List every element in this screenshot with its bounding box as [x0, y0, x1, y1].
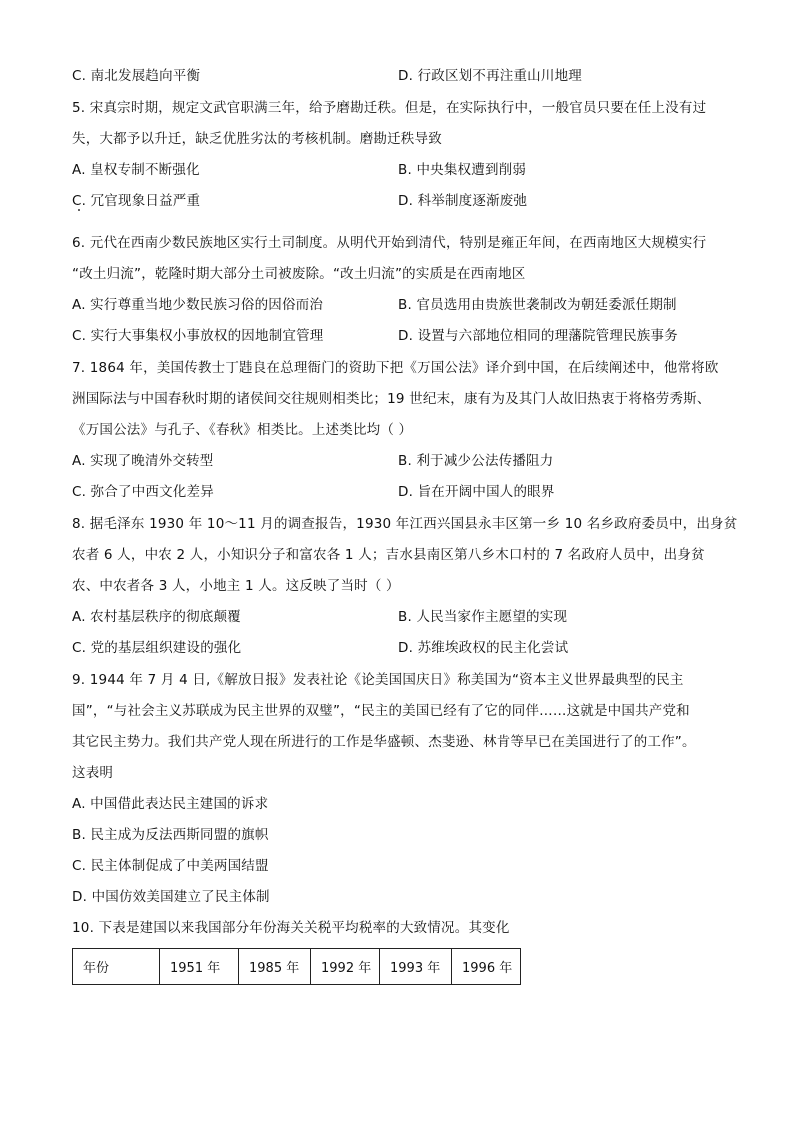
q9-option-c: C. 民主体制促成了中美两国结盟 — [72, 858, 269, 874]
q8-option-b: B. 人民当家作主愿望的实现 — [398, 609, 568, 625]
q6-option-d: D. 设置与六部地位相同的理藩院管理民族事务 — [398, 328, 678, 344]
q9-stem-line2: 国”，“与社会主义苏联成为民主世界的双璧”，“民主的美国已经有了它的同伴……这就是中国共产党和 — [72, 703, 690, 719]
q5-option-b: B. 中央集权遭到削弱 — [398, 162, 527, 178]
q5-stem-line2: 失，大都予以升迁，缺乏优胜劣汰的考核机制。磨勘迁秩导致 — [72, 131, 442, 147]
stray-dot-mark — [78, 209, 80, 211]
q9-stem-line3: 其它民主势力。我们共产党人现在所进行的工作是华盛顿、杰斐逊、林肯等早已在美国进行了的工作”。 — [72, 734, 696, 750]
table-header-cell: 1993 年 — [380, 949, 452, 985]
table-header-cell: 1985 年 — [239, 949, 311, 985]
q7-stem-line2: 洲国际法与中国春秋时期的诸侯间交往规则相类比；19 世纪末，康有为及其门人故旧热衷于将格劳秀斯、 — [72, 391, 711, 407]
table-header-cell: 1992 年 — [311, 949, 380, 985]
q5-option-d: D. 科举制度逐渐废弛 — [398, 193, 528, 209]
q9-stem-line4: 这表明 — [72, 765, 114, 781]
q7-option-d: D. 旨在开阔中国人的眼界 — [398, 484, 555, 500]
q9-option-d: D. 中国仿效美国建立了民主体制 — [72, 889, 270, 905]
q7-option-b: B. 利于减少公法传播阻力 — [398, 453, 554, 469]
q9-option-a: A. 中国借此表达民主建国的诉求 — [72, 796, 269, 812]
q7-stem-line1: 7. 1864 年，美国传教士丁韪良在总理衙门的资助下把《万国公法》译介到中国，在后续阐述中，他常将欧 — [72, 360, 719, 376]
q4-option-c: C. 南北发展趋向平衡 — [72, 68, 201, 84]
q9-option-b: B. 民主成为反法西斯同盟的旗帜 — [72, 827, 269, 843]
q8-stem-line2: 农者 6 人，中农 2 人，小知识分子和富农各 1 人；吉水县南区第八乡木口村的 7 名政府人员中，出身贫 — [72, 547, 705, 563]
table-header-cell: 年份 — [73, 949, 160, 985]
q6-option-b: B. 官员选用由贵族世袭制改为朝廷委派任期制 — [398, 297, 677, 313]
q8-option-d: D. 苏维埃政权的民主化尝试 — [398, 640, 569, 656]
q9-stem-line1: 9. 1944 年 7 月 4 日,《解放日报》发表社论《论美国国庆日》称美国为“资本主义世界最典型的民主 — [72, 672, 684, 688]
q4-option-d: D. 行政区划不再注重山川地理 — [398, 68, 582, 84]
q6-stem-line2: “改土归流”，乾隆时期大部分土司被废除。“改土归流”的实质是在西南地区 — [72, 266, 526, 282]
q5-option-c: C. 冗官现象日益严重 — [72, 193, 201, 209]
q5-option-a: A. 皇权专制不断强化 — [72, 162, 200, 178]
q6-option-a: A. 实行尊重当地少数民族习俗的因俗而治 — [72, 297, 324, 313]
q7-option-a: A. 实现了晚清外交转型 — [72, 453, 214, 469]
q8-option-c: C. 党的基层组织建设的强化 — [72, 640, 242, 656]
q8-stem-line1: 8. 据毛泽东 1930 年 10～11 月的调查报告，1930 年江西兴国县永丰区第一乡 10 名乡政府委员中，出身贫 — [72, 516, 738, 532]
table-row — [73, 949, 521, 985]
q7-option-c: C. 弥合了中西文化差异 — [72, 484, 214, 500]
tariff-table — [72, 948, 521, 985]
q7-stem-line3: 《万国公法》与孔子、《春秋》相类比。上述类比均（ ） — [72, 422, 413, 438]
q5-stem-line1: 5. 宋真宗时期，规定文武官职满三年，给予磨勘迁秩。但是，在实际执行中，一般官员只要在任上没有过 — [72, 100, 707, 116]
table-header-cell: 1996 年 — [452, 949, 521, 985]
q6-option-c: C. 实行大事集权小事放权的因地制宜管理 — [72, 328, 324, 344]
table-header-cell: 1951 年 — [160, 949, 239, 985]
q8-stem-line3: 农、中农者各 3 人，小地主 1 人。这反映了当时（ ） — [72, 578, 400, 594]
q6-stem-line1: 6. 元代在西南少数民族地区实行土司制度。从明代开始到清代，特别是雍正年间，在西南地区大规模实行 — [72, 235, 707, 251]
q8-option-a: A. 农村基层秩序的彻底颠覆 — [72, 609, 241, 625]
q10-stem: 10. 下表是建国以来我国部分年份海关关税平均税率的大致情况。其变化 — [72, 920, 510, 936]
